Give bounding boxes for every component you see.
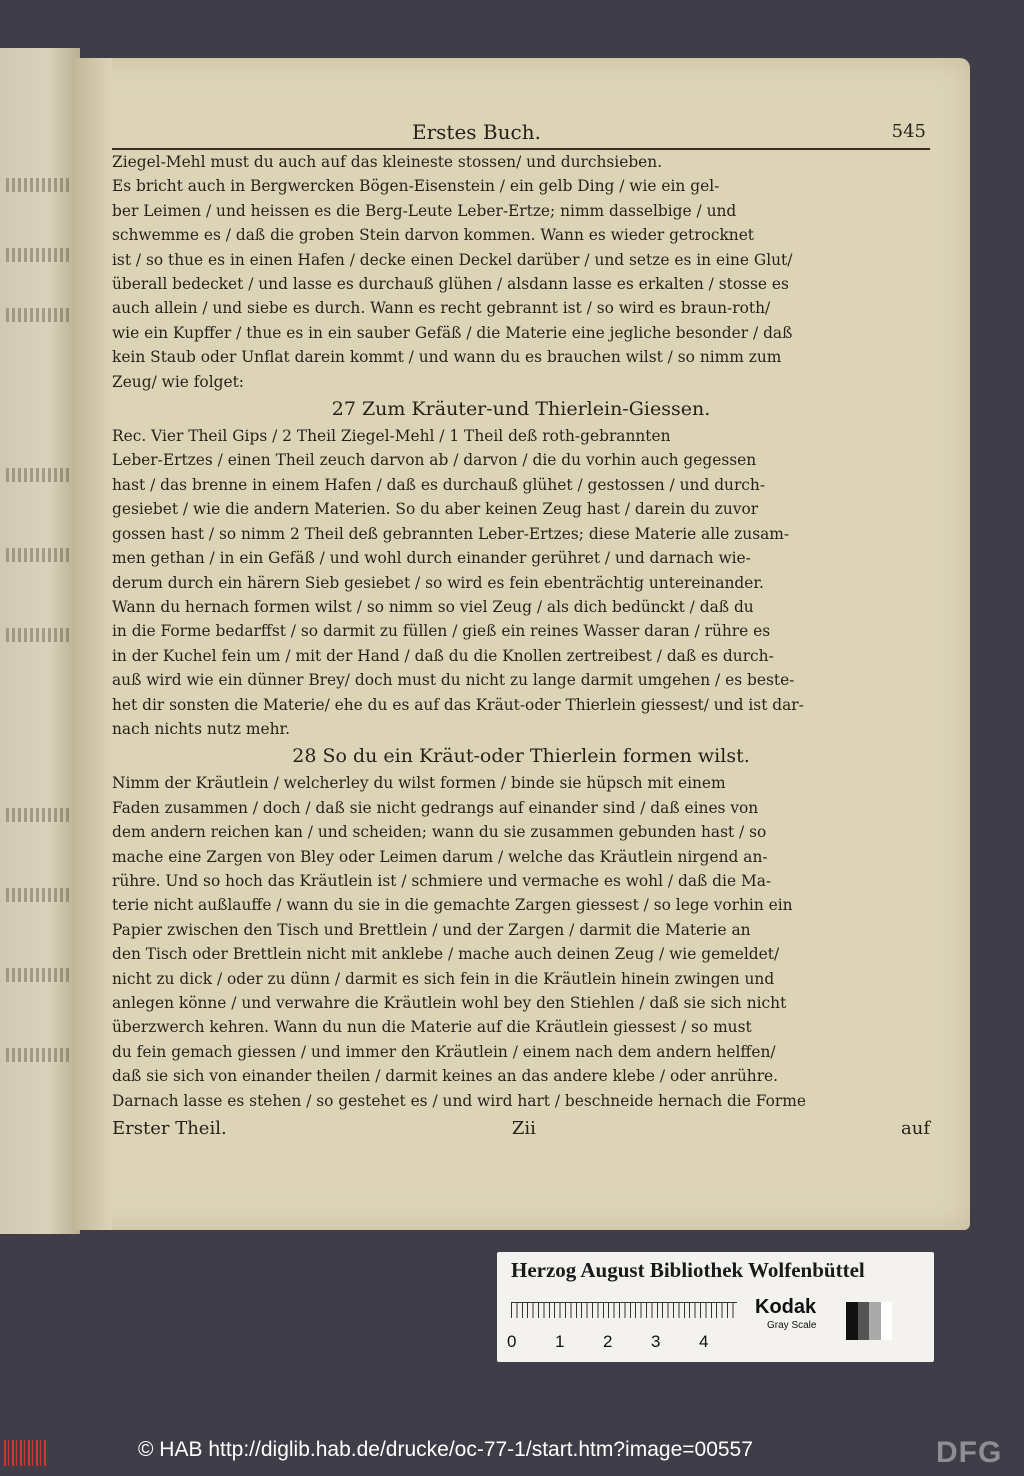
text-line: Nimm der Kräutlein / welcherley du wilst formen / binde sie hüpsch mit einem — [112, 774, 726, 793]
kodak-brand: Kodak — [755, 1296, 817, 1318]
ruler-number: 1 — [555, 1332, 565, 1351]
text-line: den Tisch oder Brettlein nicht mit anklebe / mache auch deinen Zeug / wie gemeldet/ — [112, 945, 780, 964]
page-header — [112, 118, 930, 150]
text-line: überall bedecket / und lasse es durchauß glühen / alsdann lasse es erkalten / stosse es — [112, 275, 789, 294]
running-head: Erstes Buch. — [412, 120, 541, 144]
facing-page-edge — [0, 48, 80, 1234]
ruler-number: 2 — [603, 1332, 613, 1351]
text-line: du fein gemach giessen / und immer den Kräutlein / einem nach dem andern helffen/ — [112, 1042, 776, 1061]
text-line: mache eine Zargen von Bley oder Leimen darum / welche das Kräutlein nirgend an- — [112, 847, 768, 866]
text-line: daß sie sich von einander theilen / darmit keines an das andere klebe / oder anrühre. — [112, 1067, 779, 1086]
text-line: anlegen könne / und verwahre die Kräutlein wohl bey den Stiehlen / daß sie sich nicht — [112, 994, 787, 1012]
text-line: Rec. Vier Theil Gips / 2 Theil Ziegel-Mehl / 1 Theil deß roth-gebrannten — [112, 427, 671, 446]
page-number: 545 — [891, 121, 926, 142]
text-line: auß wird wie ein dünner Brey/ doch must du nicht zu lange darmit umgehen / es beste- — [112, 671, 795, 690]
page-text — [112, 118, 930, 1143]
ruler-number: 3 — [651, 1332, 661, 1351]
footer-bar — [0, 1426, 1024, 1476]
text-line: Papier zwischen den Tisch und Brettlein / und der Zargen / darmit die Materie an — [112, 920, 751, 939]
text-line: ber Leimen / und heissen es die Berg-Leute Leber-Ertze; nimm dasselbige / und — [112, 201, 737, 220]
text-line: derum durch ein härern Sieb gesiebet / so wird es fein ebenträchtig untereinander. — [112, 573, 764, 592]
text-line: gossen hast / so nimm 2 Theil deß gebrannten Leber-Ertzes; diese Materie alle zusam- — [112, 524, 790, 543]
paragraph-block — [112, 150, 930, 394]
text-line: Es bricht auch in Bergwercken Bögen-Eisenstein / ein gelb Ding / wie ein gel- — [112, 177, 720, 196]
dfg-logo: DFG — [936, 1436, 1003, 1469]
paragraph-block — [112, 424, 930, 741]
text-line: gesiebet / wie die andern Materien. So du aber keinen Zeug hast / darein du zuvor — [112, 500, 759, 519]
ruler-scale — [511, 1302, 737, 1329]
text-line: schwemme es / daß die groben Stein darvon kommen. Wann es wieder getrocknet — [112, 226, 754, 245]
text-line: Darnach lasse es stehen / so gestehet es / und wird hart / beschneide hernach die Forme — [112, 1091, 806, 1110]
text-line: nach nichts nutz mehr. — [112, 719, 291, 738]
facing-page-text — [6, 968, 76, 982]
text-line: wie ein Kupffer / thue es in ein sauber Gefäß / die Materie eine jegliche besonder / daß — [112, 323, 793, 342]
facing-page-text — [6, 178, 76, 192]
book-page — [72, 58, 970, 1230]
text-line: Faden zusammen / doch / daß sie nicht gedrangs auf einander sind / daß eines von — [112, 798, 759, 817]
facing-page-text — [6, 888, 76, 902]
facing-page-text — [6, 628, 76, 642]
paragraph-block — [112, 771, 930, 1113]
text-line: ist / so thue es in einen Hafen / decke einen Deckel darüber / und setze es in eine Glut/ — [112, 250, 793, 269]
text-line: Wann du hernach formen wilst / so nimm so viel Zeug / als dich bedünckt / daß du — [112, 597, 754, 616]
text-line: terie nicht außlauffe / wann du sie in die gemachte Zargen giessest / so lege vorhin ein — [112, 896, 793, 915]
barcode-icon — [4, 1440, 48, 1466]
text-line: kein Staub oder Unflat darein kommt / und wann du es brauchen wilst / so nimm zum — [112, 348, 782, 367]
text-line: dem andern reichen kan / und scheiden; wann du sie zusammen gebunden hast / so — [112, 823, 767, 842]
text-line: überzwerch kehren. Wann du nun die Materie auf die Kräutlein giessest / so must — [112, 1018, 752, 1037]
text-line: Leber-Ertzes / einen Theil zeuch darvon ab / darvon / die du vorhin auch gegessen — [112, 451, 757, 470]
facing-page-text — [6, 308, 76, 322]
text-line: in die Forme bedarffst / so darmit zu füllen / gieß ein reines Wasser daran / rühre es — [112, 622, 771, 641]
text-line: auch allein / und siebe es durch. Wann es recht gebrannt ist / so wird es braun-roth/ — [112, 299, 771, 318]
text-line: in der Kuchel fein um / mit der Hand / daß du die Knollen zertreibest / daß es durch- — [112, 646, 774, 665]
ruler-number: 0 — [507, 1332, 517, 1351]
facing-page-text — [6, 808, 76, 822]
copyright-link[interactable]: © HAB http://diglib.hab.de/drucke/oc-77-1/start.htm?image=00557 — [138, 1438, 753, 1461]
catchword: auf — [901, 1118, 930, 1140]
gray-scale-swatch — [846, 1302, 892, 1340]
text-line: het dir sonsten die Materie/ ehe du es auf das Kräut-oder Thierlein giessest/ und ist dar- — [112, 695, 804, 714]
text-line: rühre. Und so hoch das Kräutlein ist / schmiere und vermache es wohl / daß die Ma- — [112, 871, 772, 890]
text-line: hast / das brenne in einem Hafen / daß es durchauß glühet / gestossen / und durch- — [112, 475, 766, 494]
facing-page-text — [6, 248, 76, 262]
text-line: men gethan / in ein Gefäß / und wohl durch einander gerühret / und darnach wie- — [112, 549, 751, 568]
facing-page-text — [6, 548, 76, 562]
page-gutter — [72, 58, 112, 1230]
library-name: Herzog August Bibliothek Wolfenbüttel — [511, 1258, 865, 1282]
ruler-numbers — [507, 1332, 747, 1352]
gray-scale-label: Gray Scale — [767, 1320, 817, 1331]
ruler-number: 4 — [699, 1332, 709, 1351]
page-footer — [112, 1115, 930, 1143]
facing-page-text — [6, 1048, 76, 1062]
section-heading-28: 28 So du ein Kräut-oder Thierlein formen wilst. — [292, 745, 750, 768]
signature-mark: Zii — [511, 1118, 536, 1140]
facing-page-text — [6, 468, 76, 482]
text-line: Ziegel-Mehl must du auch auf das kleineste stossen/ und durchsieben. — [112, 153, 663, 171]
text-line: Zeug/ wie folget: — [112, 372, 244, 391]
library-scale-card — [497, 1252, 934, 1362]
section-heading-27: 27 Zum Kräuter-und Thierlein-Giessen. — [331, 398, 711, 421]
text-line: nicht zu dick / oder zu dünn / darmit es sich fein in die Kräutlein hinein zwingen und — [112, 969, 775, 988]
footer-signature-label: Erster Theil. — [112, 1118, 227, 1140]
